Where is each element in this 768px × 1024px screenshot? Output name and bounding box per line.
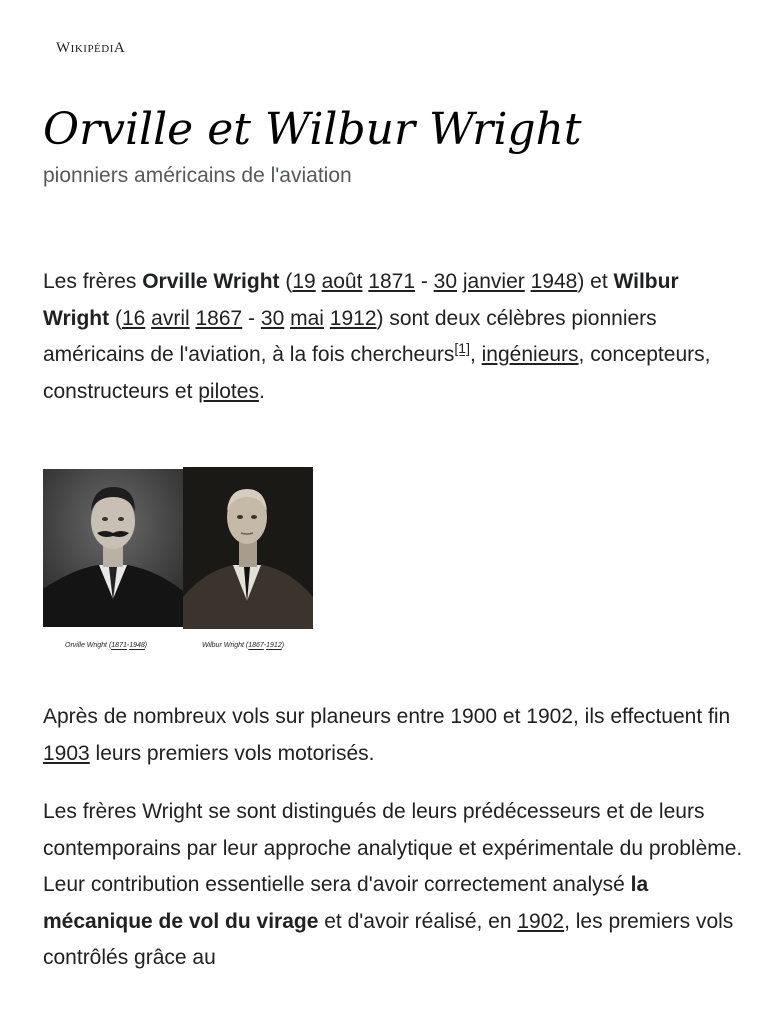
portrait-gallery	[43, 467, 323, 657]
link-avril[interactable]: avril	[151, 306, 190, 330]
intro-paragraph: Les frères Orville Wright (19 août 1871 - 30 janvier 1948) et Wilbur Wright (16 avril 1867 - 30 mai 1912) sont deux célèbres pionniers américains de l'aviation, à la fois chercheurs[1], ingénieurs, concepteurs, constructeurs et pilotes.	[43, 270, 711, 403]
caption-link-1871[interactable]: 1871	[111, 642, 127, 649]
contribution-paragraph: Les frères Wright se sont distingués de leurs prédécesseurs et de leurs contemporains par leur approche analytique et expérimentale du problème. Leur contribution essentielle sera d'avoir correctement analysé la mécanique de vol du virage et d'avoir réalisé, en 1902, les premiers vols contrôlés grâce au	[43, 800, 743, 969]
orville-caption: Orville Wright (1871-1948)	[65, 642, 148, 649]
wilbur-wright-portrait[interactable]	[183, 467, 313, 629]
link-1903[interactable]: 1903	[43, 741, 90, 765]
wilbur-caption: Wilbur Wright (1867-1912)	[202, 642, 285, 649]
motorized-flights-paragraph: Après de nombreux vols sur planeurs entre 1900 et 1902, ils effectuent fin 1903 leurs premiers vols motorisés.	[43, 705, 731, 765]
link-19[interactable]: 19	[292, 270, 316, 293]
wikipedia-logo[interactable]: WIKIPÉDIA	[56, 40, 126, 56]
link-1912[interactable]: 1912	[329, 306, 377, 330]
caption-link-1912[interactable]: 1912	[266, 642, 282, 649]
link-pilotes[interactable]: pilotes	[198, 379, 259, 403]
link-16[interactable]: 16	[121, 306, 146, 330]
reference-1[interactable]: [1]	[454, 340, 470, 356]
link-aout[interactable]: août	[321, 270, 363, 293]
page-title: Orville et Wilbur Wright	[43, 104, 582, 155]
bold-wilbur: Wilbur Wright	[43, 270, 679, 330]
link-janvier[interactable]: janvier	[462, 270, 525, 293]
caption-link-1948[interactable]: 1948	[129, 642, 145, 649]
bold-orville: Orville Wright	[142, 270, 280, 293]
page-subtitle: pionniers américains de l'aviation	[43, 164, 352, 187]
bold-mecanique-vol: la mécanique de vol du virage	[43, 873, 649, 933]
link-1871[interactable]: 1871	[368, 270, 415, 293]
link-1948[interactable]: 1948	[530, 270, 578, 293]
orville-wright-portrait[interactable]	[43, 469, 183, 627]
link-1867[interactable]: 1867	[195, 306, 243, 330]
caption-link-1867[interactable]: 1867	[248, 642, 264, 649]
link-ingenieurs[interactable]: ingénieurs	[481, 343, 579, 366]
link-mai[interactable]: mai	[290, 306, 324, 330]
link-30-mai-day[interactable]: 30	[260, 306, 285, 330]
link-30-janvier-day[interactable]: 30	[433, 270, 458, 293]
link-1902[interactable]: 1902	[517, 909, 565, 933]
